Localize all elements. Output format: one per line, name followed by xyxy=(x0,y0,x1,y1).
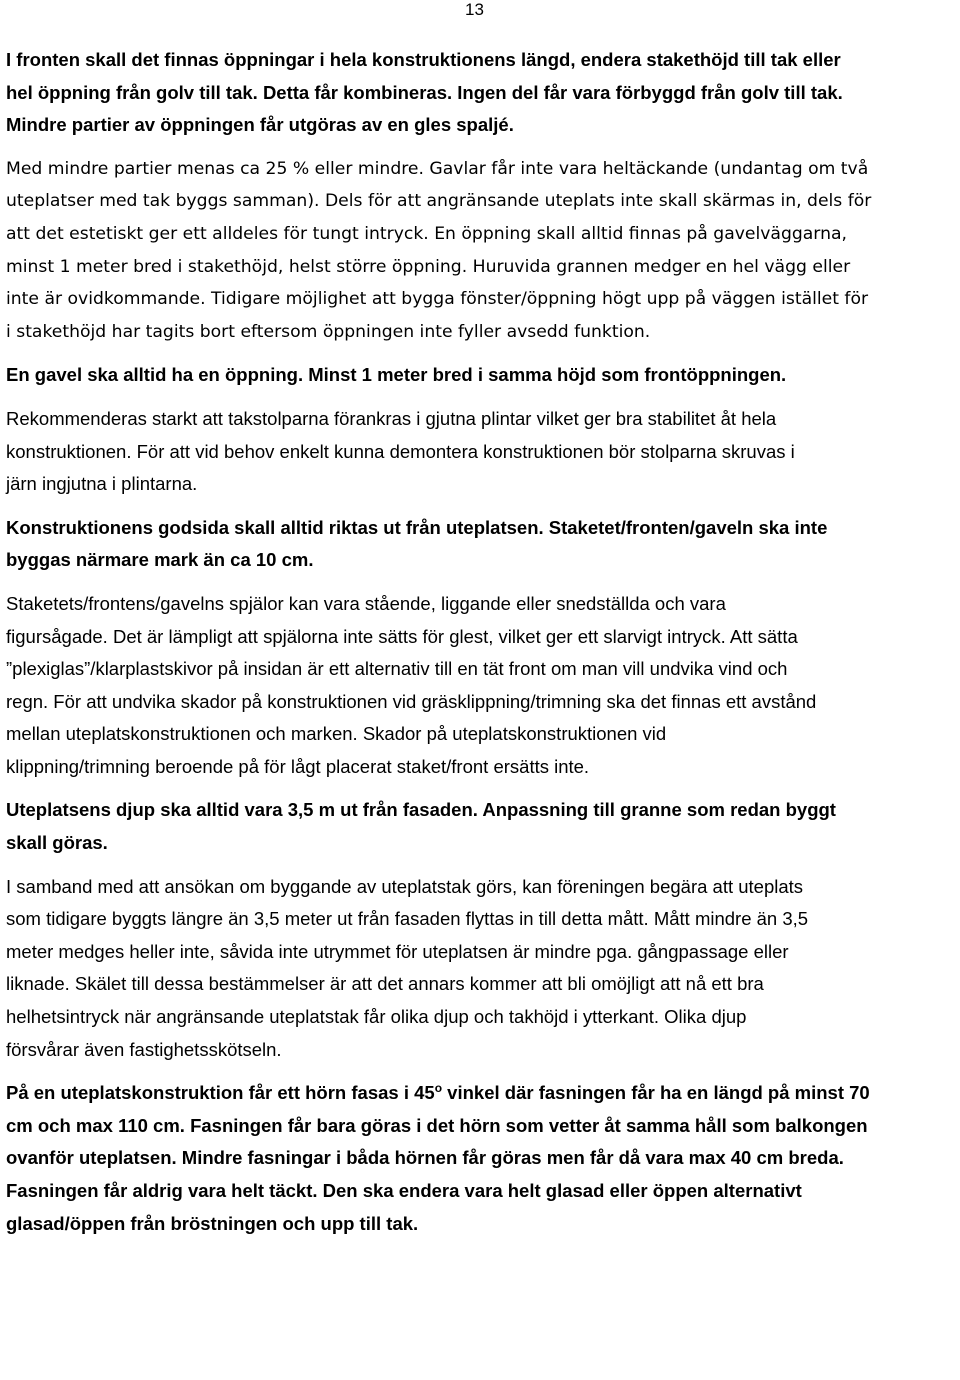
paragraph-depth: Uteplatsens djup ska alltid vara 3,5 m ut från fasaden. Anpassning till granne som redan byggt skall göras. xyxy=(6,799,836,854)
paragraph-slats: Staketets/frontens/gavelns spjälor kan vara stående, liggande eller snedställda och vara figursågade. Det är lämpligt att spjälorna inte sätts för glest, vilket ger ett slarvigt intryck. Att sätta ”plexiglas”/klarplastskivor på insidan är ett alternativ till en tät front om man vill undvika vind och regn. För att undvika skador på konstruktionen vid gräsklippning/trimning ska det finnas ett avstånd mellan uteplatskonstruktionen och marken. Skador på uteplatskonstruktionen vid klippning/trimning beroende på för lågt placerat staket/front ersätts inte. xyxy=(6,592,817,777)
chamfer-text-rest: vinkel där fasningen får ha en längd på minst 70 cm och max 110 cm. Fasningen får bara göras i det hörn som vetter åt samma håll som balkongen ovanför uteplatsen. Mindre fasningar i båda hörnen får göras men får då vara max 40 cm breda. Fasningen får aldrig vara helt täckt. Den ska endera vara helt glasad eller öppen alternativt glasad/öppen från bröstningen och upp till tak. xyxy=(6,1082,870,1234)
paragraph-application: I samband med att ansökan om byggande av uteplatstak görs, kan föreningen begära att uteplats som tidigare byggts längre än 3,5 meter ut från fasaden flyttas in till detta mått. Mått mindre än 3,5 meter medges heller inte, såvida inte utrymmet för uteplatsen är mindre pga. gångpassage eller liknade. Skälet till dessa bestämmelser är att det annars kommer att bli omöjligt att nå ett bra helhetsintryck när angränsande uteplatstak får olika djup och takhöjd i ytterkant. Olika djup försvårar även fastighetsskötseln. xyxy=(6,875,809,1060)
paragraph-front-openings: I fronten skall det finnas öppningar i hela konstruktionens längd, endera stakethöjd till tak eller hel öppning från golv till tak. Detta får kombineras. Ingen del får vara förbyggd från golv till tak. Mindre partier av öppningen får utgöras av en gles spaljé. xyxy=(6,49,843,136)
page-number: 13 xyxy=(465,0,484,19)
paragraph-good-side: Konstruktionens godsida skall alltid riktas ut från uteplatsen. Staketet/fronten/gaveln ska inte byggas närmare mark än ca 10 cm. xyxy=(6,516,828,571)
document-body xyxy=(6,44,954,1240)
degree-symbol: o xyxy=(434,1081,443,1096)
paragraph-chamfer xyxy=(6,1077,954,1240)
paragraph-post-anchoring: Rekommenderas starkt att takstolparna förankras i gjutna plintar vilket ger bra stabilitet åt hela konstruktionen. För att vid behov enkelt kunna demontera konstruktionen bör stolparna skruvas i järn ingjutna i plintarna. xyxy=(6,407,795,495)
chamfer-text-start: På en uteplatskonstruktion får ett hörn fasas i 45 xyxy=(6,1082,435,1104)
paragraph-gable-rules: Med mindre partier menas ca 25 % eller mindre. Gavlar får inte vara heltäckande (undantag om två uteplatser med tak byggs samman). Dels för att angränsande uteplats inte skall skärmas in, dels för att det estetiskt ger ett alldeles för tungt intryck. En öppning skall alltid finnas på gavelväggarna, minst 1 meter bred i stakethöjd, helst större öppning. Huruvida grannen medger en hel vägg eller inte är ovidkommande. Tidigare möjlighet att bygga fönster/öppning högt upp på väggen istället för i stakethöjd har tagits bort eftersom öppningen inte fyller avsedd funktion. xyxy=(6,158,872,342)
paragraph-gable-opening: En gavel ska alltid ha en öppning. Minst 1 meter bred i samma höjd som frontöppningen. xyxy=(6,364,787,386)
